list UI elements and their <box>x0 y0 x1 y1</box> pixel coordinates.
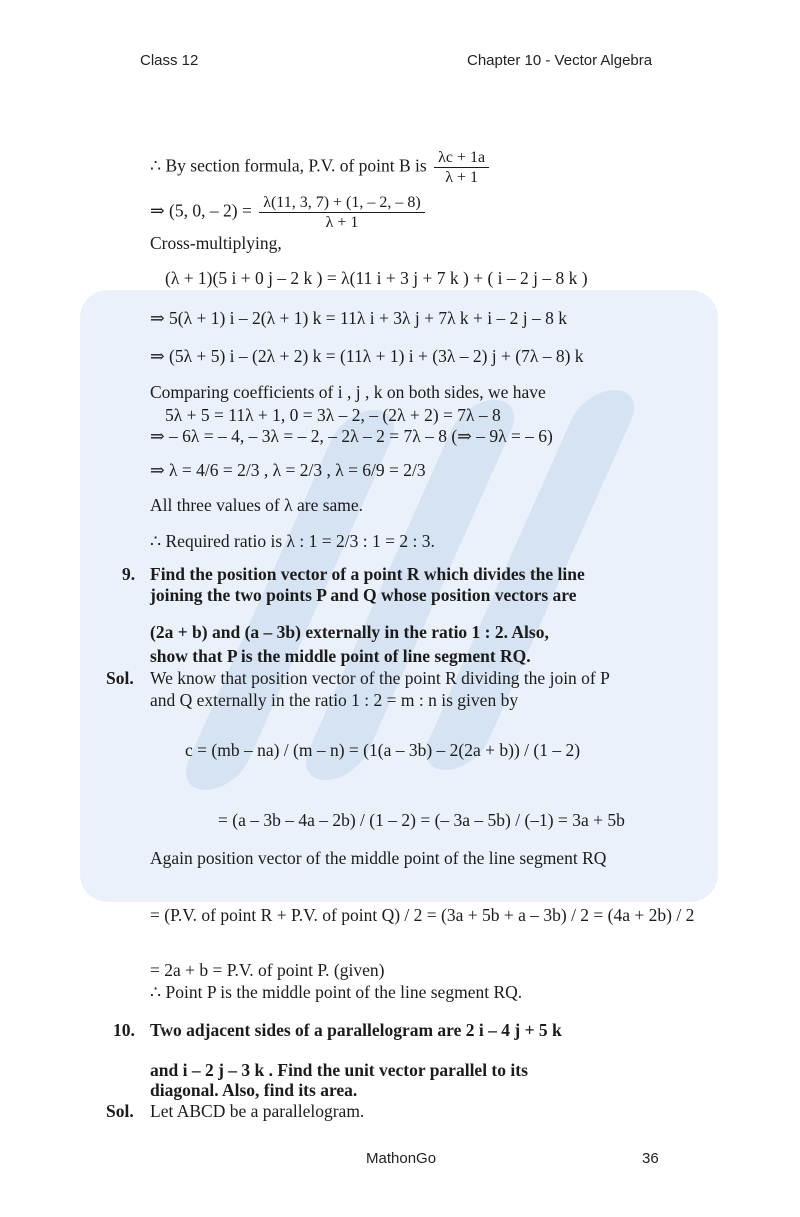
numerator: λ(11, 3, 7) + (1, – 2, – 8) <box>259 193 425 213</box>
solution-9-equation-4: = 2a + b = P.V. of point P. (given) <box>150 960 385 980</box>
line-implies-1 <box>150 193 428 232</box>
denominator: λ + 1 <box>325 214 359 232</box>
solution-9-line-3: Again position vector of the middle point of the line segment RQ <box>150 848 607 868</box>
solution-9-equation-1: c = (mb – na) / (m – n) = (1(a – 3b) – 2(2a + b)) / (1 – 2) <box>185 740 581 760</box>
solution-9-label: Sol. <box>106 668 134 688</box>
line-equations: 5λ + 5 = 11λ + 1, 0 = 3λ – 2, – (2λ + 2) = 7λ – 8 <box>165 405 501 425</box>
question-9-number: 9. <box>122 564 136 584</box>
fraction <box>259 193 425 232</box>
line-same-values: All three values of λ are same. <box>150 495 364 515</box>
header-chapter: Chapter 10 - Vector Algebra <box>467 52 653 69</box>
question-10-number: 10. <box>113 1020 135 1040</box>
solution-9-conclusion: ∴ Point P is the middle point of the line segment RQ. <box>150 982 523 1002</box>
question-9-line-1: Find the position vector of a point R which divides the line <box>150 564 585 584</box>
solution-9-equation-3: = (P.V. of point R + P.V. of point Q) / 2 = (3a + 5b + a – 3b) / 2 = (4a + 2b) / 2 <box>150 905 695 925</box>
line-section-formula <box>150 148 492 187</box>
solution-10-label: Sol. <box>106 1101 134 1121</box>
line-expansion-2: ⇒ 5(λ + 1) i – 2(λ + 1) k = 11λ i + 3λ j + 7λ k + i – 2 j – 8 k <box>150 308 568 328</box>
fraction <box>434 148 489 187</box>
header-class: Class 12 <box>140 52 199 69</box>
question-10-line-3: diagonal. Also, find its area. <box>150 1080 358 1100</box>
line-expansion-3: ⇒ (5λ + 5) i – (2λ + 2) k = (11λ + 1) i + (3λ – 2) j + (7λ – 8) k <box>150 346 584 366</box>
page-number: 36 <box>642 1150 659 1167</box>
line-required-ratio: ∴ Required ratio is λ : 1 = 2/3 : 1 = 2 : 3. <box>150 531 435 551</box>
question-9-line-3: (2a + b) and (a – 3b) externally in the ratio 1 : 2. Also, <box>150 622 549 642</box>
line-cross-multiplying: Cross-multiplying, <box>150 233 282 253</box>
question-10-line-1: Two adjacent sides of a parallelogram are 2 i – 4 j + 5 k <box>150 1020 562 1040</box>
solution-9-line-2: and Q externally in the ratio 1 : 2 = m : n is given by <box>150 690 519 710</box>
line-comparing: Comparing coefficients of i , j , k on both sides, we have <box>150 382 546 402</box>
text: ∴ By section formula, P.V. of point B is <box>150 155 427 176</box>
question-9-line-4: show that P is the middle point of line segment RQ. <box>150 646 531 666</box>
question-9-line-2: joining the two points P and Q whose position vectors are <box>150 585 577 605</box>
line-expansion-1: (λ + 1)(5 i + 0 j – 2 k ) = λ(11 i + 3 j + 7 k ) + ( i – 2 j – 8 k ) <box>165 268 588 288</box>
line-lambda-values: ⇒ λ = 4/6 = 2/3 , λ = 2/3 , λ = 6/9 = 2/3 <box>150 460 426 480</box>
solution-9-equation-2: = (a – 3b – 4a – 2b) / (1 – 2) = (– 3a – 5b) / (–1) = 3a + 5b <box>218 810 625 830</box>
question-10-line-2: and i – 2 j – 3 k . Find the unit vector parallel to its <box>150 1060 528 1080</box>
numerator: λc + 1a <box>434 148 489 168</box>
text: ⇒ (5, 0, – 2) = <box>150 200 252 221</box>
solution-9-line-1: We know that position vector of the point R dividing the join of P <box>150 668 610 688</box>
footer-brand: MathonGo <box>366 1150 437 1167</box>
solution-10-line-1: Let ABCD be a parallelogram. <box>150 1101 365 1121</box>
line-simplified: ⇒ – 6λ = – 4, – 3λ = – 2, – 2λ – 2 = 7λ – 8 (⇒ – 9λ = – 6) <box>150 426 553 446</box>
denominator: λ + 1 <box>445 169 478 187</box>
